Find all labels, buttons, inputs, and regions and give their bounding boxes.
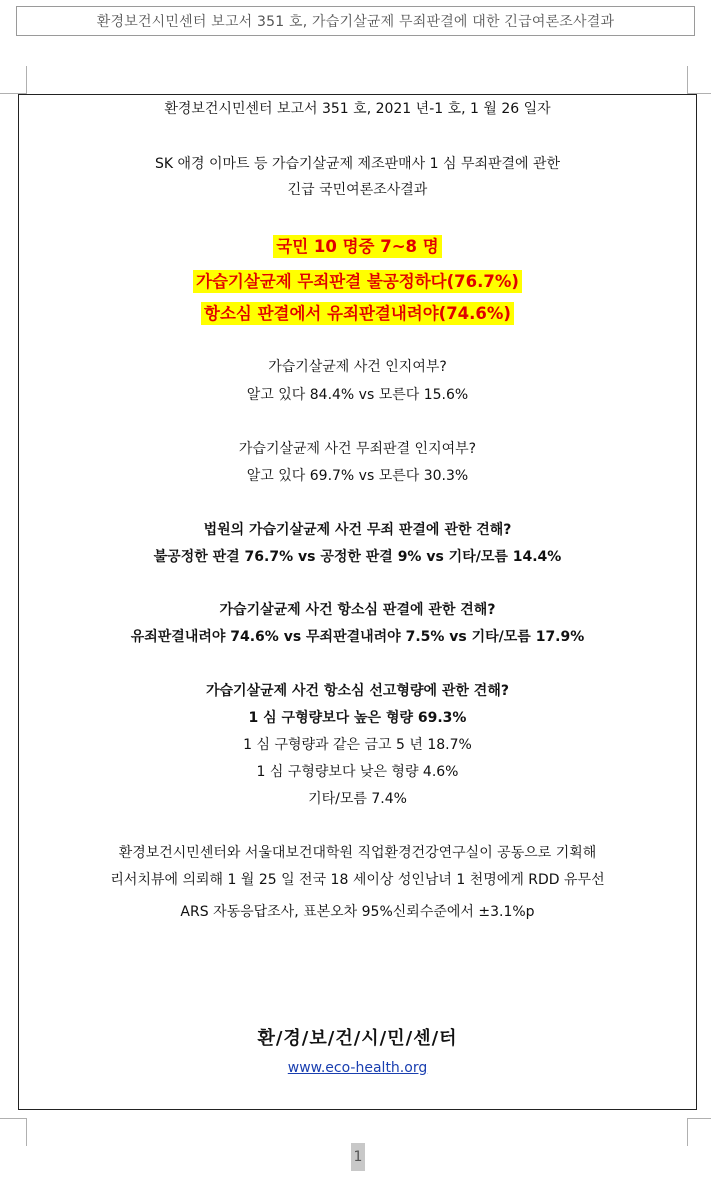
q5-option-4: 기타/모름 7.4% [308, 791, 407, 807]
highlight-line-3 [18, 302, 697, 326]
header-title: 환경보건시민센터 보고서 351 호, 가습기살균제 무죄판결에 대한 긴급여론조사결과 [96, 14, 615, 30]
q4-result: 유죄판결내려야 74.6% vs 무죄판결내려야 7.5% vs 기타/모름 17.9% [130, 629, 585, 645]
highlight-text-2: 가습기살균제 무죄판결 불공정하다(76.7%) [193, 270, 522, 293]
method-line-2: 리서치뷰에 의뢰해 1 월 25 일 전국 18 세이상 성인남녀 1 천명에게 RDD 유무선 [110, 872, 605, 888]
subject-line-2: 긴급 국민여론조사결과 [287, 182, 428, 198]
method-line-3: ARS 자동응답조사, 표본오차 95%신뢰수준에서 ±3.1%p [180, 904, 535, 920]
subject-line-1: SK 애경 이마트 등 가습기살균제 제조판매사 1 심 무죄판결에 관한 [154, 156, 561, 172]
q3-title: 법원의 가습기살균제 사건 무죄 판결에 관한 견해? [203, 522, 512, 538]
q4-title: 가습기살균제 사건 항소심 판결에 관한 견해? [219, 602, 496, 618]
document-header [16, 6, 695, 36]
highlight-line-1 [18, 235, 697, 259]
crop-mark [687, 1118, 711, 1119]
crop-mark [687, 1118, 688, 1146]
q2-title: 가습기살균제 사건 무죄판결 인지여부? [238, 441, 477, 457]
crop-mark [687, 66, 688, 94]
highlight-text-1: 국민 10 명중 7~8 명 [273, 235, 441, 258]
crop-mark [26, 66, 27, 94]
q5-title: 가습기살균제 사건 항소심 선고형량에 관한 견해? [206, 683, 509, 699]
q5-option-3: 1 심 구형량보다 낮은 형량 4.6% [256, 764, 459, 780]
crop-mark [26, 1118, 27, 1146]
q5-option-1: 1 심 구형량보다 높은 형량 69.3% [248, 710, 467, 726]
org-signature: 환/경/보/건/시/민/센/터 [257, 1028, 458, 1049]
q1-title: 가습기살균제 사건 인지여부? [268, 359, 447, 375]
q5-option-2: 1 심 구형량과 같은 금고 5 년 18.7% [243, 737, 472, 753]
highlight-text-3: 항소심 판결에서 유죄판결내려야(74.6%) [201, 302, 514, 325]
issue-line: 환경보건시민센터 보고서 351 호, 2021 년-1 호, 1 월 26 일자 [164, 101, 551, 117]
crop-mark [0, 1118, 27, 1119]
method-line-1: 환경보건시민센터와 서울대보건대학원 직업환경건강연구실이 공동으로 기획해 [118, 845, 597, 861]
website-line [18, 1058, 697, 1078]
page-number: 1 [351, 1143, 365, 1171]
q1-result: 알고 있다 84.4% vs 모른다 15.6% [246, 387, 469, 403]
website-link[interactable]: www.eco-health.org [287, 1060, 428, 1076]
q3-result: 불공정한 판결 76.7% vs 공정한 판결 9% vs 기타/모름 14.4% [153, 549, 562, 565]
q2-result: 알고 있다 69.7% vs 모른다 30.3% [246, 468, 469, 484]
highlight-line-2 [18, 270, 697, 294]
